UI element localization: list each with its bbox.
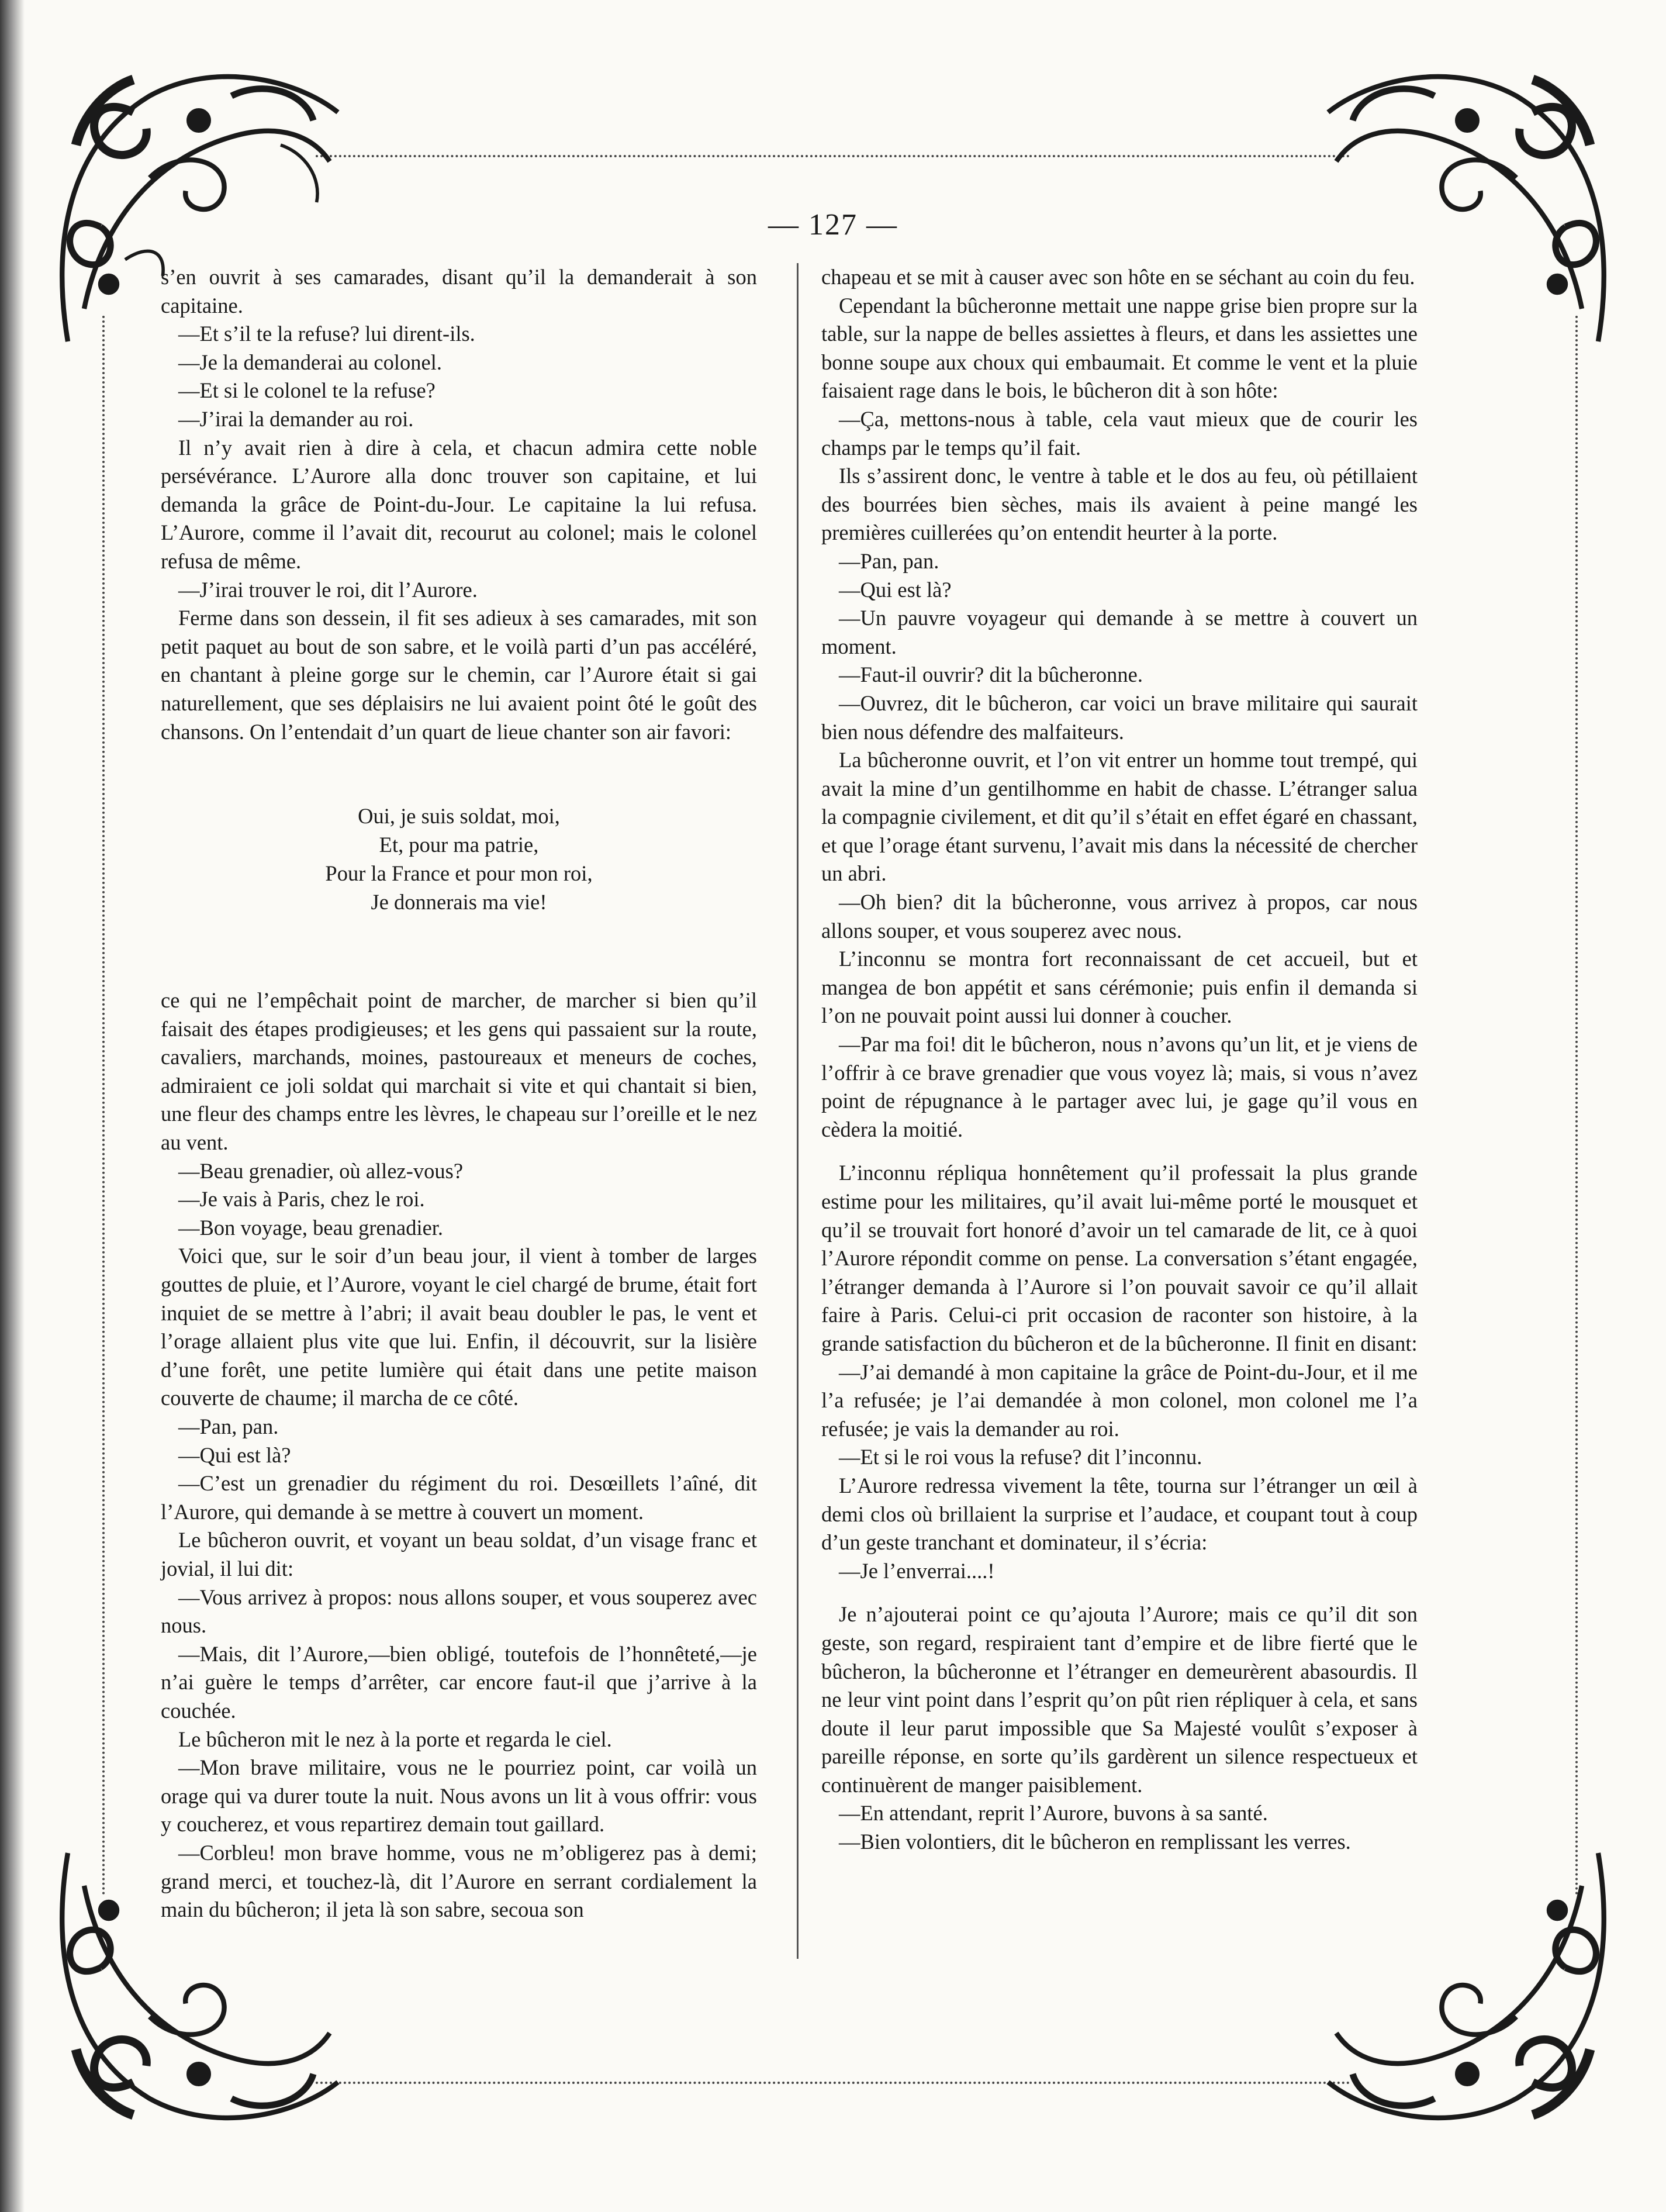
paragraph: L’inconnu répliqua honnêtement qu’il professait la plus grande estime pour les militaires, qu’il avait lui-même porté le mousquet et qu’il se trouvait fort honoré d’avoir un tel camarade de lit, ce à quoi l’Aurore répondit comme on pense. La conversation s’étant engagée, l’étranger demanda à l’Aurore si l’on pouvait savoir ce qu’il allait faire à Paris. Celui-ci prit occasion de raconter son histoire, à la grande satisfaction du bûcheron et de la bûcheronne. Il finit en disant: bbox=[821, 1161, 1418, 1355]
paragraph: —J’irai trouver le roi, dit l’Aurore. bbox=[178, 577, 478, 602]
verse-line: Oui, je suis soldat, moi, bbox=[358, 804, 560, 829]
paragraph: —Mon brave militaire, vous ne le pourriez point, car voilà un orage qui va durer toute la nuit. Nous avons un lit à vous offrir: vous y coucherez, et vous repartirez demain tout gaillard. bbox=[161, 1755, 757, 1837]
paragraph: Il n’y avait rien à dire à cela, et chacun admira cette noble persévérance. L’Aurore alla donc trouver son capitaine, et lui demanda la grâce de Point-du-Jour. Le capitaine la lui refusa. L’Aurore, comme il l’avait dit, recourut au colonel; mais le colonel refusa de même. bbox=[161, 435, 757, 573]
song-verse bbox=[161, 802, 757, 916]
paragraph: —Et si le roi vous la refuse? dit l’inconnu. bbox=[839, 1445, 1202, 1469]
paragraph: —Corbleu! mon brave homme, vous ne m’obligerez pas à demi; grand merci, et touchez-là, dit l’Aurore en serrant cordialement la main du bûcheron; il jeta là son sabre, secoua son bbox=[161, 1840, 757, 1922]
paragraph: Je n’ajouterai point ce qu’ajouta l’Aurore; mais ce qu’il dit son geste, son regard, respiraient tant d’empire et de libre fierté que le bûcheron, la bûcheronne et l’étranger en demeurèrent abasourdis. Il ne leur vint point dans l’esprit qu’on pût rien répliquer à cela, et sans doute il leur parut impossible que Sa Majesté voulût s’exposer à pareille réponse, en sorte qu’ils gardèrent un silence respectueux et continuèrent de manger paisiblement. bbox=[821, 1602, 1418, 1797]
paragraph: —Pan, pan. bbox=[839, 548, 939, 573]
paragraph: —Ouvrez, dit le bûcheron, car voici un brave militaire qui saurait bien nous défendre des malfaiteurs. bbox=[821, 691, 1418, 744]
paragraph: —Vous arrivez à propos: nous allons souper, et vous souperez avec nous. bbox=[161, 1585, 757, 1638]
paragraph: Cependant la bûcheronne mettait une nappe grise bien propre sur la table, sur la nappe de belles assiettes à fleurs, et dans les assiettes une bonne soupe aux choux qui embaumait. Et comme le vent et la pluie faisaient rage dans le bois, le bûcheron dit à son hôte: bbox=[821, 293, 1418, 403]
paragraph: —C’est un grenadier du régiment du roi. Desœillets l’aîné, dit l’Aurore, qui demande à se mettre à couvert un moment. bbox=[161, 1471, 757, 1524]
paragraph: —Je la demanderai au colonel. bbox=[178, 350, 442, 374]
paragraph: —Oh bien? dit la bûcheronne, vous arrivez à propos, car nous allons souper, et vous souperez avec nous. bbox=[821, 890, 1418, 943]
verse-line: Pour la France et pour mon roi, bbox=[325, 861, 593, 886]
paragraph: —Qui est là? bbox=[839, 577, 952, 602]
paragraph: —Je vais à Paris, chez le roi. bbox=[178, 1187, 425, 1212]
paragraph: La bûcheronne ouvrit, et l’on vit entrer un homme tout trempé, qui avait la mine d’un gentilhomme en habit de chasse. L’étranger salua la compagnie civilement, et dit qu’il s’était en effet égaré en chassant, et que l’orage étant survenu, l’avait mis dans la nécessité de chercher un abri. bbox=[821, 748, 1418, 886]
left-column bbox=[161, 263, 757, 1924]
paragraph: —Mais, dit l’Aurore,—bien obligé, toutefois de l’honnêteté,—je n’ai guère le temps d’arrêter, car encore faut-il que j’arrive à la couchée. bbox=[161, 1641, 757, 1723]
verse-line: Et, pour ma patrie, bbox=[379, 833, 539, 857]
paragraph: chapeau et se mit à causer avec son hôte en se séchant au coin du feu. bbox=[821, 265, 1415, 289]
paragraph: Ils s’assirent donc, le ventre à table et le dos au feu, où pétillaient des bourrées bien sèches, mais ils avaient à peine mangé les premières cuillerées qu’on entendit heurter à la porte. bbox=[821, 464, 1418, 545]
corner-ornament-bottom-right bbox=[1304, 1820, 1631, 2148]
paragraph: —Je l’enverrai....! bbox=[839, 1558, 995, 1583]
paragraph: —Qui est là? bbox=[178, 1443, 291, 1467]
paragraph: s’en ouvrit à ses camarades, disant qu’il la demanderait à son capitaine. bbox=[161, 265, 757, 318]
paragraph: —Un pauvre voyageur qui demande à se mettre à couvert un moment. bbox=[821, 606, 1418, 658]
border-right-rule bbox=[1575, 316, 1578, 1896]
paragraph: —Faut-il ouvrir? dit la bûcheronne. bbox=[839, 662, 1143, 687]
paragraph: Le bûcheron mit le nez à la porte et regarda le ciel. bbox=[178, 1727, 612, 1751]
paragraph: ce qui ne l’empêchait point de marcher, de marcher si bien qu’il faisait des étapes prodigieuses; et les gens qui passaient sur la route, cavaliers, marchands, moines, pastoureaux et meneurs de coches, admiraient ce joli soldat qui marchait si vite et qui chantait si bien, une fleur des champs entre les lèvres, le chapeau sur l’oreille et le nez au vent. bbox=[161, 988, 757, 1155]
border-left-rule bbox=[102, 316, 105, 1896]
border-top-rule bbox=[316, 155, 1350, 157]
paragraph: —Beau grenadier, où allez-vous? bbox=[178, 1158, 464, 1183]
paragraph: —Et s’il te la refuse? lui dirent-ils. bbox=[178, 322, 475, 346]
right-column bbox=[821, 263, 1418, 1856]
column-divider bbox=[797, 263, 799, 1959]
paragraph: —En attendant, reprit l’Aurore, buvons à sa santé. bbox=[839, 1801, 1268, 1825]
paragraph: —Et si le colonel te la refuse? bbox=[178, 378, 435, 403]
verse-line: Je donnerais ma vie! bbox=[371, 890, 547, 915]
paragraph: —J’irai la demander au roi. bbox=[178, 406, 414, 431]
paragraph: —J’ai demandé à mon capitaine la grâce de Point-du-Jour, et il me l’a refusée; je l’ai demandée à mon colonel, mon colonel me l’a refusée; je vais la demander au roi. bbox=[821, 1359, 1418, 1441]
paragraph: L’Aurore redressa vivement la tête, tourna sur l’étranger un œil à demi clos où brillaient la surprise et l’audace, et coupant tout à coup d’un geste tranchant et dominateur, il s’écria: bbox=[821, 1473, 1418, 1555]
paragraph: L’inconnu se montra fort reconnaissant de cet accueil, but et mangea de bon appétit et sans cérémonie; puis enfin il demanda si l’on ne pouvait point aussi lui donner à coucher. bbox=[821, 947, 1418, 1028]
paragraph: —Bien volontiers, dit le bûcheron en remplissant les verres. bbox=[839, 1830, 1351, 1854]
paragraph: Ferme dans son dessein, il fit ses adieux à ses camarades, mit son petit paquet au bout de son sabre, et le voilà parti d’un pas accéléré, en chantant à pleine gorge sur le chemin, car l’Aurore était si gai naturellement, que ses déplaisirs ne lui avaient point ôté le goût des chansons. On l’entendait d’un quart de lieue chanter son air favori: bbox=[161, 606, 757, 744]
paragraph: —Bon voyage, beau grenadier. bbox=[178, 1215, 444, 1240]
binding-shadow bbox=[0, 0, 25, 2212]
paragraph: —Pan, pan. bbox=[178, 1414, 279, 1438]
paragraph: Voici que, sur le soir d’un beau jour, il vient à tomber de larges gouttes de pluie, et l’Aurore, voyant le ciel chargé de brume, était fort inquiet de se mettre à l’abri; il avait beau doubler le pas, le vent et l’orage allaient plus vite que lui. Enfin, il découvrit, sur la lisière d’une forêt, une petite lumière qui était dans une petite maison couverte de chaume; il marcha de ce côté. bbox=[161, 1244, 757, 1410]
page-number: — 127 — bbox=[768, 208, 898, 241]
paragraph: —Par ma foi! dit le bûcheron, nous n’avons qu’un lit, et je viens de l’offrir à ce brave grenadier que vous voyez là; mais, si vous n’avez point de répugnance à le partager avec lui, je gage qu’il vous en cèdera la moitié. bbox=[821, 1032, 1418, 1141]
paragraph: Le bûcheron ouvrit, et voyant un beau soldat, d’un visage franc et jovial, il lui dit: bbox=[161, 1528, 757, 1581]
border-bottom-rule bbox=[316, 2082, 1350, 2084]
paragraph: —Ça, mettons-nous à table, cela vaut mieux que de courir les champs par le temps qu’il fait. bbox=[821, 406, 1418, 460]
